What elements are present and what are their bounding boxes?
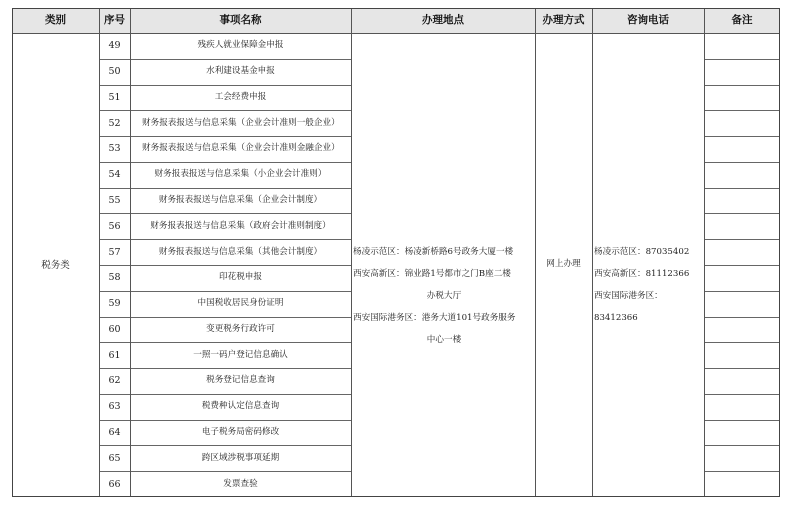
category-cell: 税务类	[41, 259, 70, 271]
location-line: 杨凌示范区：杨凌新桥路6号政务大厦一楼	[353, 247, 514, 257]
row-divider	[704, 162, 780, 163]
row-number: 50	[108, 66, 121, 78]
row-divider	[99, 110, 351, 111]
row-divider	[704, 188, 780, 189]
row-number: 54	[108, 169, 121, 181]
item-name: 财务报表报送与信息采集（企业会计准则金融企业）	[142, 143, 340, 154]
row-divider	[99, 291, 351, 292]
phone-line: 西安国际港务区：	[594, 291, 663, 301]
row-number: 63	[108, 401, 121, 413]
row-divider	[704, 471, 780, 472]
row-number: 65	[108, 452, 121, 464]
column-divider	[535, 8, 536, 497]
header-category: 类别	[45, 14, 66, 26]
row-number: 58	[108, 272, 121, 284]
row-divider	[99, 342, 351, 343]
table-header-row	[12, 8, 780, 34]
column-divider	[704, 8, 705, 497]
item-name: 税费种认定信息查询	[201, 401, 280, 412]
item-name: 水利建设基金申报	[206, 66, 275, 77]
column-divider	[130, 8, 131, 497]
row-number: 51	[108, 91, 121, 103]
row-divider	[99, 368, 351, 369]
row-divider	[704, 420, 780, 421]
row-number: 60	[108, 323, 121, 335]
location-line: 西安高新区：锦业路1号都市之门B座二楼	[353, 269, 511, 279]
item-name: 一照一码户登记信息确认	[193, 349, 288, 360]
item-name: 发票查验	[223, 478, 258, 489]
row-divider	[99, 85, 351, 86]
row-divider	[99, 188, 351, 189]
row-divider	[99, 265, 351, 266]
row-divider	[99, 239, 351, 240]
column-divider	[351, 8, 352, 497]
phone-line: 杨凌示范区：87035402	[594, 247, 690, 257]
row-divider	[704, 213, 780, 214]
row-number: 55	[108, 195, 121, 207]
header-note: 备注	[731, 14, 753, 26]
item-name: 税务登记信息查询	[206, 375, 275, 386]
row-divider	[99, 136, 351, 137]
item-name: 残疾人就业保障金申报	[197, 40, 284, 51]
row-number: 62	[108, 375, 121, 387]
item-name: 变更税务行政许可	[206, 323, 275, 334]
row-number: 52	[108, 117, 121, 129]
tax-services-table	[12, 8, 780, 497]
header-seq: 序号	[104, 14, 125, 26]
row-divider	[704, 239, 780, 240]
item-name: 中国税收居民身份证明	[197, 298, 284, 309]
header-location: 办理地点	[422, 14, 464, 26]
row-divider	[99, 420, 351, 421]
column-divider	[99, 8, 100, 497]
row-number: 66	[108, 478, 121, 490]
item-name: 财务报表报送与信息采集（企业会计制度）	[158, 195, 323, 206]
row-divider	[99, 317, 351, 318]
row-divider	[704, 394, 780, 395]
item-name: 财务报表报送与信息采集（政府会计准则制度）	[150, 220, 331, 231]
row-divider	[99, 213, 351, 214]
row-number: 64	[108, 427, 121, 439]
column-divider	[592, 8, 593, 497]
method-cell: 网上办理	[546, 258, 581, 269]
row-divider	[704, 317, 780, 318]
item-name: 财务报表报送与信息采集（其他会计制度）	[158, 246, 323, 257]
row-divider	[99, 394, 351, 395]
row-divider	[704, 85, 780, 86]
item-name: 财务报表报送与信息采集（小企业会计准则）	[154, 169, 327, 180]
location-line: 西安国际港务区：港务大道101号政务服务	[353, 313, 516, 323]
row-divider	[704, 136, 780, 137]
item-name: 印花税申报	[219, 272, 262, 283]
location-line: 中心一楼	[426, 335, 462, 345]
location-cell	[353, 236, 535, 345]
item-name: 工会经费申报	[214, 91, 267, 102]
row-divider	[99, 59, 351, 60]
row-divider	[99, 471, 351, 472]
row-divider	[704, 265, 780, 266]
row-number: 56	[108, 220, 121, 232]
location-line: 办税大厅	[426, 291, 462, 301]
row-divider	[704, 110, 780, 111]
row-divider	[704, 291, 780, 292]
item-name: 跨区域涉税事项延期	[201, 452, 280, 463]
item-name: 电子税务局密码修改	[201, 427, 280, 438]
phone-line: 83412366	[594, 313, 638, 323]
row-divider	[99, 162, 351, 163]
row-number: 57	[108, 246, 121, 258]
item-name: 财务报表报送与信息采集（企业会计准则一般企业）	[142, 117, 340, 128]
phone-line: 西安高新区：81112366	[594, 269, 690, 279]
row-number: 59	[108, 298, 121, 310]
row-divider	[704, 368, 780, 369]
row-divider	[99, 445, 351, 446]
row-number: 53	[108, 143, 121, 155]
phone-cell	[594, 236, 704, 323]
row-number: 61	[108, 349, 121, 361]
header-phone: 咨询电话	[627, 14, 669, 26]
row-divider	[704, 59, 780, 60]
row-number: 49	[108, 40, 121, 52]
header-item: 事项名称	[219, 14, 262, 26]
header-method: 办理方式	[542, 14, 585, 26]
row-divider	[704, 445, 780, 446]
row-divider	[704, 342, 780, 343]
